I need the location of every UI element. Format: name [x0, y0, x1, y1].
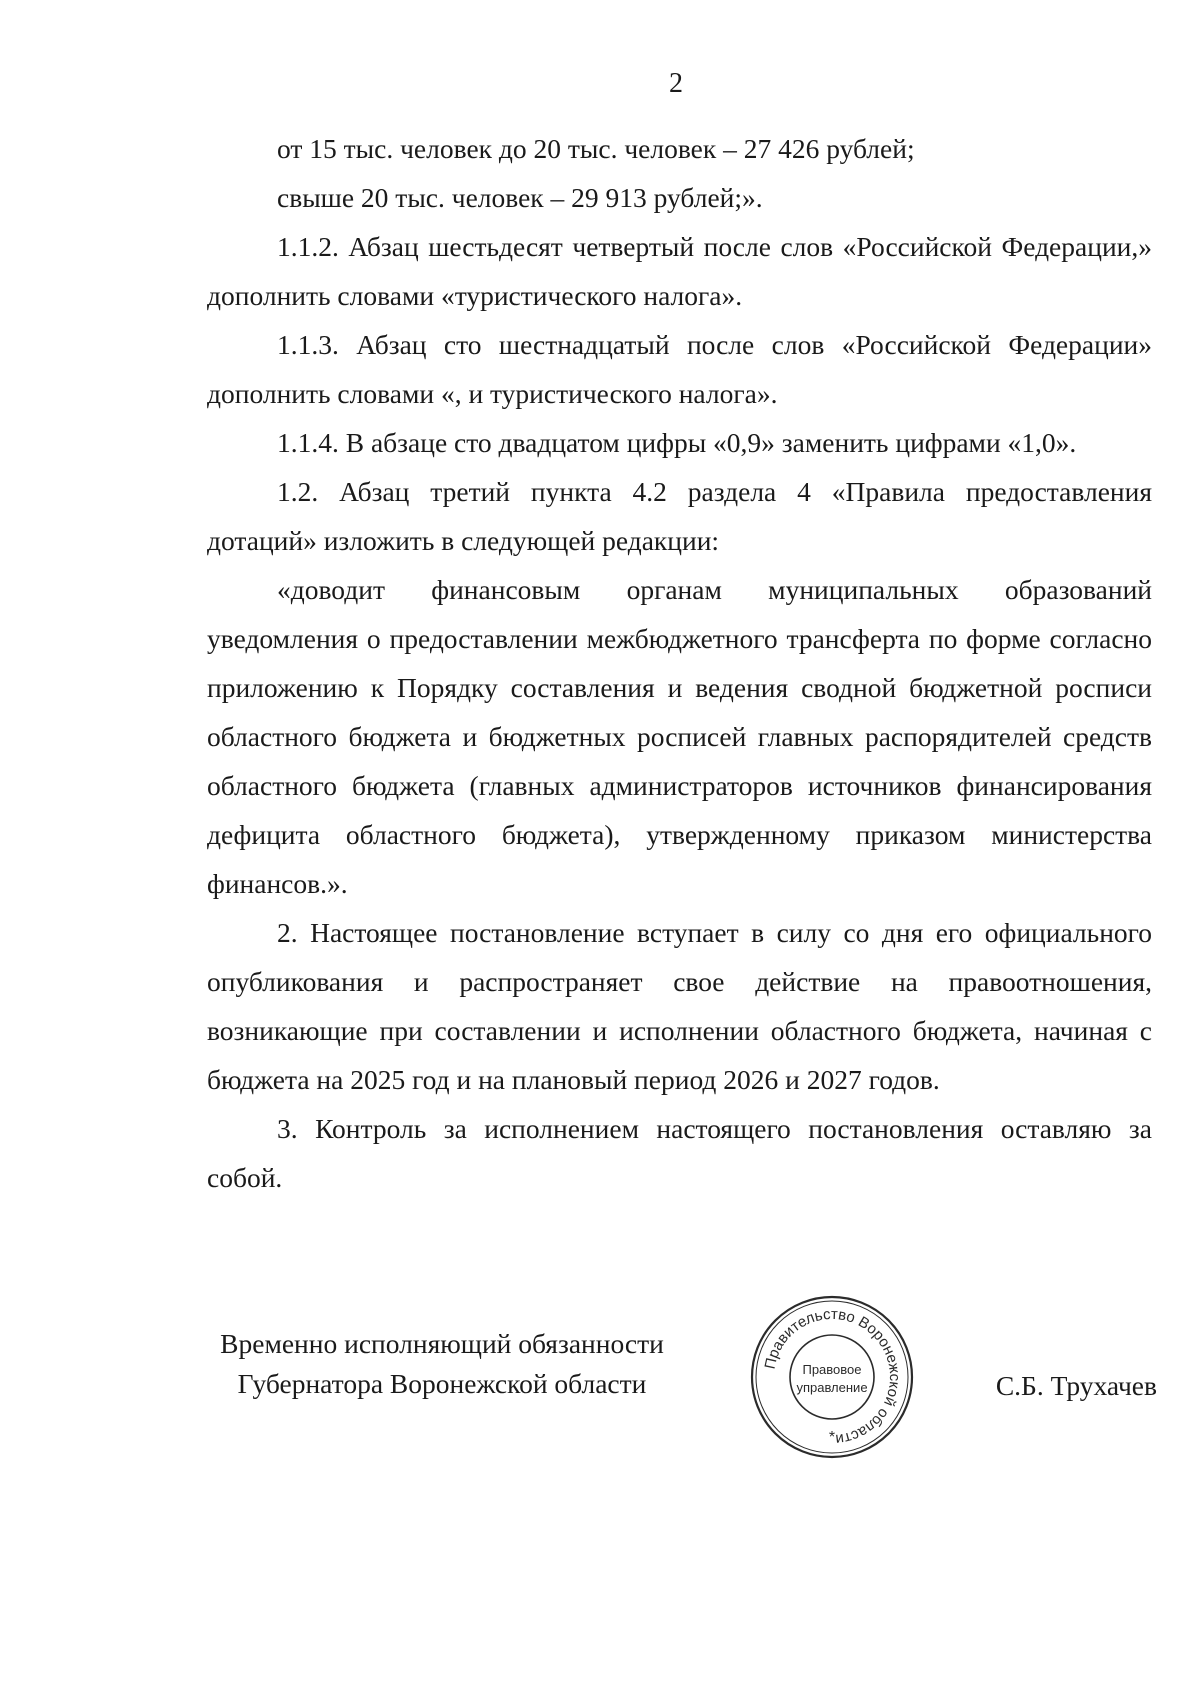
paragraph-1-2: 1.2. Абзац третий пункта 4.2 раздела 4 «Правила предоставления дотаций» изложить в следующей редакции:: [207, 476, 1152, 556]
stamp-ring-text: Правительство Воронежской области: [761, 1305, 904, 1448]
paragraph-2: 2. Настоящее постановление вступает в силу со дня его официального опубликования и распространяет свое действие на правоотношения, возникающие при составлении и исполнении областного бюджета, начиная с бюджета на 2025 год и на плановый период 2026 и 2027 годов.: [207, 917, 1152, 1095]
paragraph-1-1-2: 1.1.2. Абзац шестьдесят четвертый после слов «Российской Федерации,» дополнить словами «туристического налога».: [207, 231, 1152, 311]
stamp-seal-graphic: [747, 1292, 917, 1462]
signatory-name: С.Б. Трухачев: [995, 1370, 1157, 1401]
signatory-title-line2: Губернатора Воронежской области: [237, 1368, 647, 1399]
page-number: 2: [669, 68, 683, 99]
stamp-center-line1: Правовое: [802, 1362, 862, 1377]
signature-block: [207, 1305, 1157, 1492]
document-body: [207, 124, 1152, 1202]
paragraph-1-1-4: 1.1.4. В абзаце сто двадцатом цифры «0,9» заменить цифрами «1,0».: [277, 427, 1077, 458]
signatory-title: [207, 1324, 677, 1404]
stamp-star: *: [828, 1429, 836, 1446]
paragraph-quote: «доводит финансовым органам муниципальных образований уведомления о предоставлении межбюджетного трансферта по форме согласно приложению к Порядку составления и ведения сводной бюджетной росписи областного бюджета и бюджетных росписей главных распорядителей средств областного бюджета (главных администраторов источников финансирования дефицита областного бюджета), утвержденному приказом министерства финансов.».: [207, 574, 1152, 899]
paragraph-rate-15-20: от 15 тыс. человек до 20 тыс. человек – 27 426 рублей;: [277, 133, 915, 164]
paragraph-3: 3. Контроль за исполнением настоящего постановления оставляю за собой.: [207, 1113, 1152, 1193]
paragraph-1-1-3: 1.1.3. Абзац сто шестнадцатый после слов «Российской Федерации» дополнить словами «, и туристического налога».: [207, 329, 1152, 409]
stamp-center-line2: управление: [796, 1380, 868, 1395]
official-stamp: [747, 1292, 917, 1462]
paragraph-rate-over-20: свыше 20 тыс. человек – 29 913 рублей;».: [277, 182, 763, 213]
signatory-title-line1: Временно исполняющий обязанности: [220, 1328, 664, 1359]
